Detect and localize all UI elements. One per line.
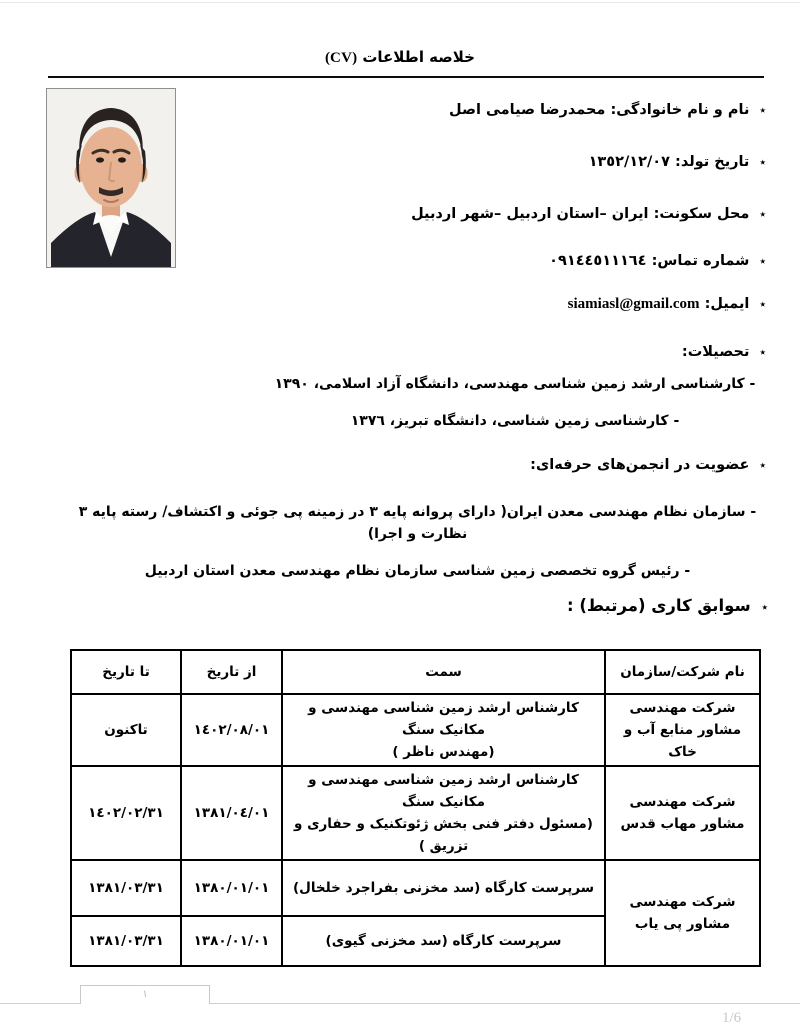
membership-heading-label: عضویت در انجمن‌های حرفه‌ای: [530, 457, 750, 473]
company-cell: شرکت مهندسی مشاور منابع آب و خاک [605, 694, 760, 766]
work-history-heading-label: سوابق کاری (مرتبط) : [567, 596, 751, 615]
column-header-position: سمت [282, 650, 605, 694]
education-heading [682, 341, 766, 363]
column-header-company: نام شرکت/سازمان [605, 650, 760, 694]
membership-item: - سازمان نظام مهندسی معدن ایران( دارای پروانه پایه ٣ در زمینه پی جوئی و اکتشاف/ رسته پایه ٣ نظارت و اجرا) [78, 504, 757, 542]
title-underline [48, 76, 764, 78]
education-item: - کارشناسی ارشد زمین شناسی مهندسی، دانشگاه آزاد اسلامی، ١٣٩٠ [274, 376, 756, 392]
position-main: کارشناس ارشد زمین شناسی مهندسی و مکانیک سنگ [308, 700, 579, 738]
table-row [71, 694, 760, 766]
bullet-icon: ٭ [759, 103, 766, 117]
bullet-icon: ٭ [759, 458, 766, 472]
bullet-icon: ٭ [759, 297, 766, 311]
position-cell: سرپرست کارگاه (سد مخزنی گیوی) [282, 916, 605, 966]
bullet-icon: ٭ [759, 155, 766, 169]
table-header-row [71, 650, 760, 694]
phone-field [549, 250, 766, 272]
page-number-tab [80, 985, 210, 1004]
email-field [568, 293, 766, 315]
phone-label: شماره تماس: [651, 253, 750, 269]
education-heading-label: تحصیلات: [681, 344, 750, 360]
name-label: نام و نام خانوادگی: [610, 102, 750, 118]
bullet-icon: ٭ [759, 207, 766, 221]
company-cell: شرکت مهندسی مشاور پی یاب [605, 860, 760, 966]
to-date-cell: ١٤٠٢/٠٢/٣١ [71, 766, 181, 860]
bullet-icon: ٭ [761, 600, 768, 614]
membership-list [55, 501, 780, 582]
residence-value: ایران –استان اردبیل –شهر اردبیل [411, 206, 649, 222]
birthdate-field [589, 151, 766, 173]
to-date-cell: ١٣٨١/٠٣/٣١ [71, 916, 181, 966]
to-date-cell: تاکنون [71, 694, 181, 766]
position-cell [282, 766, 605, 860]
page-title-cv-abbrev: (CV) [325, 50, 358, 66]
position-main: کارشناس ارشد زمین شناسی مهندسی و مکانیک سنگ [308, 772, 579, 810]
position-sub: (مسئول دفتر فنی بخش ژئوتکنیک و حفاری و تزریق ) [294, 816, 593, 854]
position-cell: سرپرست کارگاه (سد مخزنی بفراجرد خلخال) [282, 860, 605, 916]
page-title-persian: خلاصه اطلاعات [362, 48, 475, 66]
birthdate-value: ١٣٥٢/١٢/٠٧ [588, 154, 670, 170]
birthdate-label: تاریخ تولد: [675, 154, 750, 170]
column-header-to-date: تا تاریخ [71, 650, 181, 694]
membership-heading [530, 454, 766, 476]
page-title [0, 48, 800, 67]
bullet-icon: ٭ [759, 345, 766, 359]
page-top-divider [0, 2, 800, 3]
from-date-cell: ١٣٨١/٠٤/٠١ [181, 766, 282, 860]
table-row [71, 766, 760, 860]
column-header-from-date: از تاریخ [181, 650, 282, 694]
to-date-cell: ١٣٨١/٠٣/٣١ [71, 860, 181, 916]
applicant-photo [46, 88, 176, 268]
position-sub: (مهندس ناظر ) [392, 744, 495, 760]
education-item: - کارشناسی زمین شناسی، دانشگاه تبریز، ١٣٧٦ [350, 413, 680, 429]
membership-item: - رئیس گروه تخصصی زمین شناسی سازمان نظام مهندسی معدن استان اردبیل [144, 563, 691, 579]
name-field [449, 99, 766, 121]
from-date-cell: ١٣٨٠/٠١/٠١ [181, 916, 282, 966]
page-number: ۱ [142, 989, 148, 1000]
position-cell [282, 694, 605, 766]
page-fraction-indicator: 1/6 [722, 1010, 742, 1024]
email-value: siamiasl@gmail.com [567, 296, 700, 312]
company-cell: شرکت مهندسی مشاور مهاب قدس [605, 766, 760, 860]
phone-value: ٠٩١٤٤٥١١١٦٤ [549, 253, 647, 269]
from-date-cell: ١٤٠٢/٠٨/٠١ [181, 694, 282, 766]
work-history-heading [567, 596, 768, 615]
residence-label: محل سکونت: [653, 206, 750, 222]
residence-field [411, 203, 766, 225]
bullet-icon: ٭ [759, 254, 766, 268]
name-value: محمدرضا صیامی اصل [449, 102, 606, 118]
portrait-illustration [47, 89, 175, 267]
table-row [71, 860, 760, 916]
work-history-table [70, 649, 761, 967]
email-label: ایمیل: [704, 296, 750, 312]
education-list [250, 373, 780, 432]
from-date-cell: ١٣٨٠/٠١/٠١ [181, 860, 282, 916]
